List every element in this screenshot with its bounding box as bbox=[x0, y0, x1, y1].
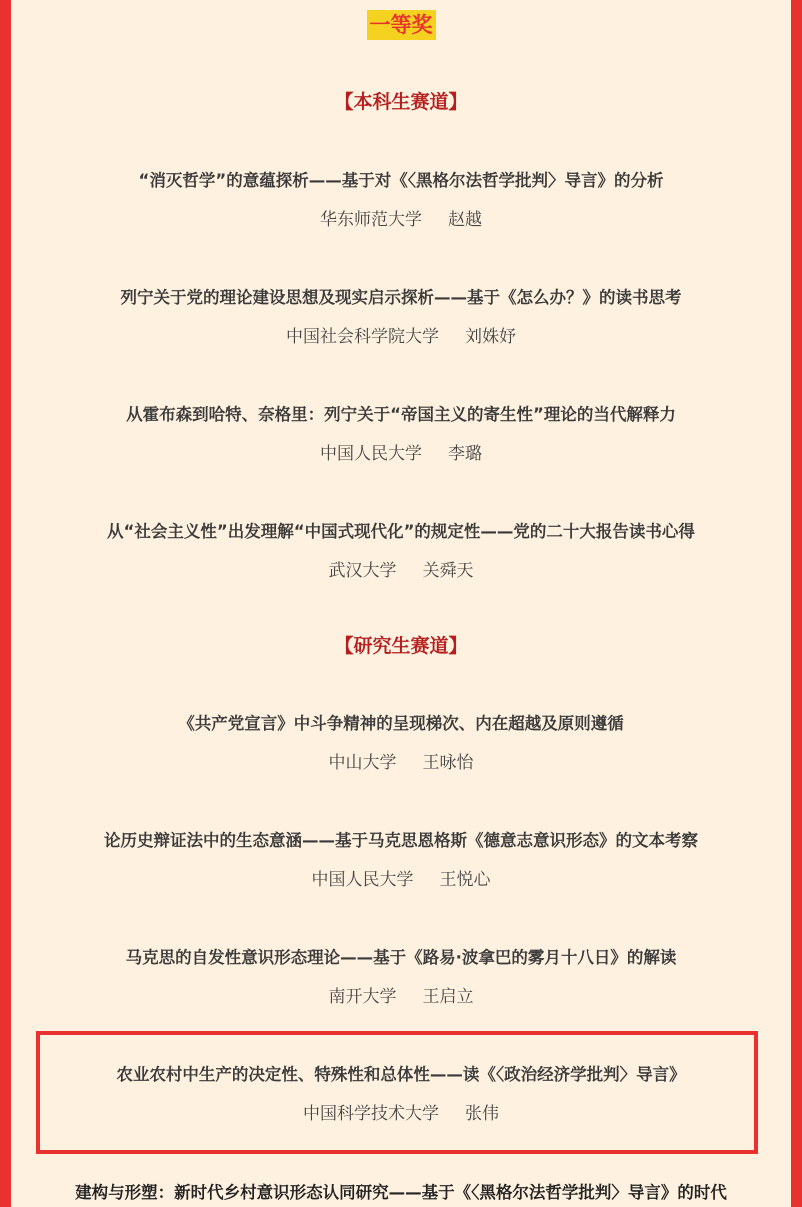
author-line bbox=[0, 208, 802, 232]
author-line bbox=[0, 442, 802, 466]
list-item bbox=[0, 520, 802, 583]
award-heading bbox=[0, 10, 802, 40]
paper-title-partial: 建构与形塑：新时代乡村意识形态认同研究——基于《〈黑格尔法哲学批判〉导言》的时代 bbox=[75, 1183, 727, 1202]
author-line bbox=[0, 559, 802, 583]
track-heading-undergrad: 【本科生赛道】 bbox=[334, 91, 468, 113]
list-item bbox=[0, 169, 802, 232]
author-name: 赵越 bbox=[448, 210, 482, 230]
paper-title: 《共产党宣言》中斗争精神的呈现梯次、内在超越及原则遵循 bbox=[178, 714, 624, 733]
paper-title: 从“社会主义性”出发理解“中国式现代化”的规定性——党的二十大报告读书心得 bbox=[107, 522, 695, 541]
author-line bbox=[0, 1102, 802, 1126]
school-name: 中山大学 bbox=[328, 753, 397, 773]
paper-title: 马克思的自发性意识形态理论——基于《路易·波拿巴的雾月十八日》的解读 bbox=[125, 948, 677, 967]
paper-title: 列宁关于党的理论建设思想及现实启示探析——基于《怎么办？》的读书思考 bbox=[120, 288, 682, 307]
author-name: 王启立 bbox=[422, 987, 474, 1007]
school-name: 南开大学 bbox=[328, 987, 397, 1007]
author-name: 李璐 bbox=[448, 444, 482, 464]
author-line bbox=[0, 985, 802, 1009]
school-name: 中国人民大学 bbox=[311, 870, 414, 890]
list-item bbox=[0, 829, 802, 892]
paper-title: 农业农村中生产的决定性、特殊性和总体性——读《〈政治经济学批判〉导言》 bbox=[116, 1065, 686, 1084]
author-name: 张伟 bbox=[465, 1104, 499, 1124]
paper-title: 论历史辩证法中的生态意涵——基于马克思恩格斯《德意志意识形态》的文本考察 bbox=[104, 831, 698, 850]
author-name: 王悦心 bbox=[439, 870, 491, 890]
track-heading-grad: 【研究生赛道】 bbox=[334, 635, 468, 657]
award-title-text: 一等奖 bbox=[367, 10, 436, 40]
school-name: 武汉大学 bbox=[328, 561, 397, 581]
school-name: 中国人民大学 bbox=[320, 444, 422, 464]
paper-title: “消灭哲学”的意蕴探析——基于对《〈黑格尔法哲学批判〉导言》的分析 bbox=[138, 171, 664, 190]
list-item bbox=[0, 712, 802, 775]
list-item bbox=[0, 286, 802, 349]
list-item bbox=[0, 403, 802, 466]
list-item-highlighted bbox=[0, 1063, 802, 1126]
school-name: 华东师范大学 bbox=[320, 210, 422, 230]
author-name: 刘姝妤 bbox=[465, 327, 516, 347]
author-line bbox=[0, 751, 802, 775]
author-line bbox=[0, 868, 802, 892]
paper-title: 从霍布森到哈特、奈格里：列宁关于“帝国主义的寄生性”理论的当代解释力 bbox=[126, 405, 676, 424]
school-name: 中国科学技术大学 bbox=[303, 1104, 439, 1124]
list-item bbox=[0, 946, 802, 1009]
author-name: 关舜天 bbox=[422, 561, 474, 581]
author-line bbox=[0, 325, 802, 349]
author-name: 王咏怡 bbox=[422, 753, 474, 773]
school-name: 中国社会科学院大学 bbox=[286, 327, 439, 347]
